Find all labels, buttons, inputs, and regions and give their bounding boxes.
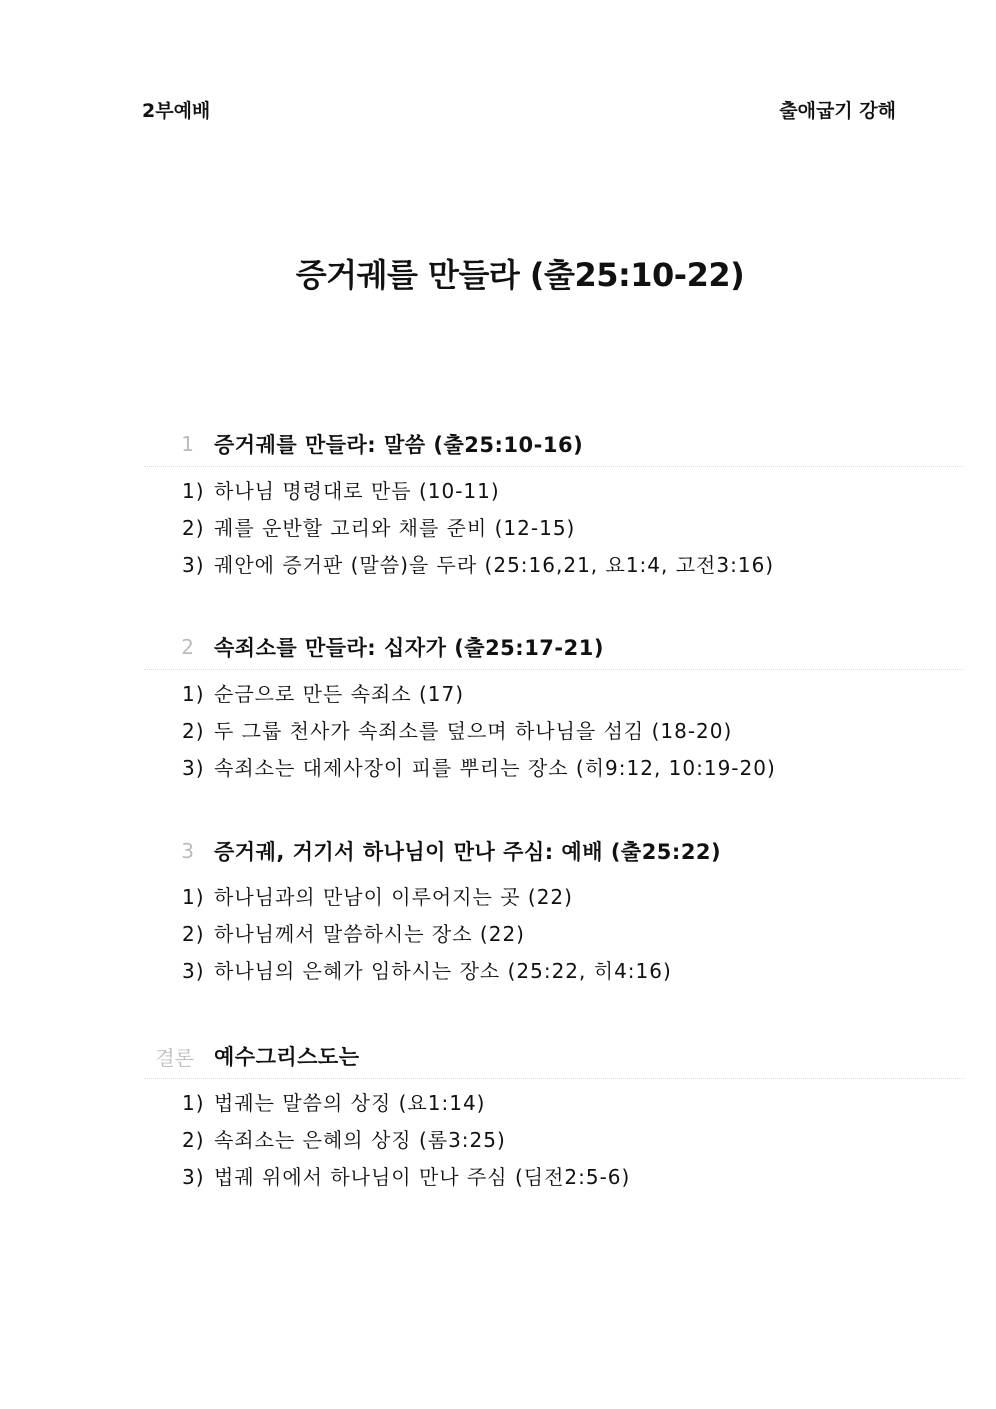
item-text: 법궤 위에서 하나님이 만나 주심 (딤전2:5-6) bbox=[214, 1165, 631, 1189]
item-text: 하나님과의 만남이 이루어지는 곳 (22) bbox=[214, 885, 573, 909]
document-title: 증거궤를 만들라 (출25:10-22) bbox=[295, 256, 745, 294]
item-number: 1) bbox=[182, 479, 205, 503]
section-number: 1 bbox=[181, 432, 194, 456]
item-text: 법궤는 말씀의 상징 (요1:14) bbox=[214, 1091, 486, 1115]
item-number: 1) bbox=[182, 885, 205, 909]
item-text: 순금으로 만든 속죄소 (17) bbox=[214, 682, 465, 706]
item-text: 속죄소는 은혜의 상징 (롬3:25) bbox=[214, 1128, 506, 1152]
item-number: 3) bbox=[182, 1165, 205, 1189]
section-number: 3 bbox=[181, 839, 194, 863]
list-item bbox=[182, 510, 964, 547]
list-item bbox=[182, 1085, 964, 1122]
section-1 bbox=[144, 422, 964, 584]
section-title: 속죄소를 만들라: 십자가 (출25:17-21) bbox=[214, 636, 604, 660]
item-text: 하나님의 은혜가 임하시는 장소 (25:22, 히4:16) bbox=[214, 959, 672, 983]
list-item bbox=[182, 1122, 964, 1159]
section-heading bbox=[144, 1034, 964, 1079]
item-number: 3) bbox=[182, 553, 205, 577]
item-text: 궤안에 증거판 (말씀)을 두라 (25:16,21, 요1:4, 고전3:16) bbox=[214, 553, 775, 577]
section-title: 증거궤, 거기서 하나님이 만나 주심: 예배 (출25:22) bbox=[214, 840, 722, 864]
section-heading bbox=[144, 829, 964, 873]
list-item bbox=[182, 916, 964, 953]
list-item bbox=[182, 1159, 964, 1196]
item-number: 1) bbox=[182, 682, 205, 706]
section-heading bbox=[144, 422, 964, 467]
list-item bbox=[182, 750, 964, 787]
list-item bbox=[182, 473, 964, 510]
item-number: 3) bbox=[182, 959, 205, 983]
section-items bbox=[144, 473, 964, 584]
section-2 bbox=[144, 625, 964, 787]
item-text: 두 그룹 천사가 속죄소를 덮으며 하나님을 섬김 (18-20) bbox=[214, 719, 733, 743]
list-item bbox=[182, 676, 964, 713]
item-text: 속죄소는 대제사장이 피를 뿌리는 장소 (히9:12, 10:19-20) bbox=[214, 756, 776, 780]
section-3 bbox=[144, 829, 964, 990]
section-conclusion bbox=[144, 1034, 964, 1196]
item-number: 2) bbox=[182, 922, 205, 946]
section-heading bbox=[144, 625, 964, 670]
header-right: 출애굽기 강해 bbox=[779, 100, 896, 122]
list-item bbox=[182, 547, 964, 584]
item-number: 2) bbox=[182, 516, 205, 540]
item-text: 하나님께서 말씀하시는 장소 (22) bbox=[214, 922, 525, 946]
item-text: 하나님 명령대로 만듬 (10-11) bbox=[214, 479, 500, 503]
section-title: 증거궤를 만들라: 말씀 (출25:10-16) bbox=[214, 433, 584, 457]
item-number: 3) bbox=[182, 756, 205, 780]
section-items bbox=[144, 879, 964, 990]
header-left: 2부예배 bbox=[142, 100, 211, 122]
item-number: 2) bbox=[182, 1128, 205, 1152]
list-item bbox=[182, 953, 964, 990]
item-number: 1) bbox=[182, 1091, 205, 1115]
item-number: 2) bbox=[182, 719, 205, 743]
section-items bbox=[144, 676, 964, 787]
list-item bbox=[182, 879, 964, 916]
section-number: 결론 bbox=[155, 1045, 194, 1070]
section-number: 2 bbox=[181, 635, 194, 659]
section-title: 예수그리스도는 bbox=[214, 1045, 360, 1069]
item-text: 궤를 운반할 고리와 채를 준비 (12-15) bbox=[214, 516, 576, 540]
list-item bbox=[182, 713, 964, 750]
section-items bbox=[144, 1085, 964, 1196]
